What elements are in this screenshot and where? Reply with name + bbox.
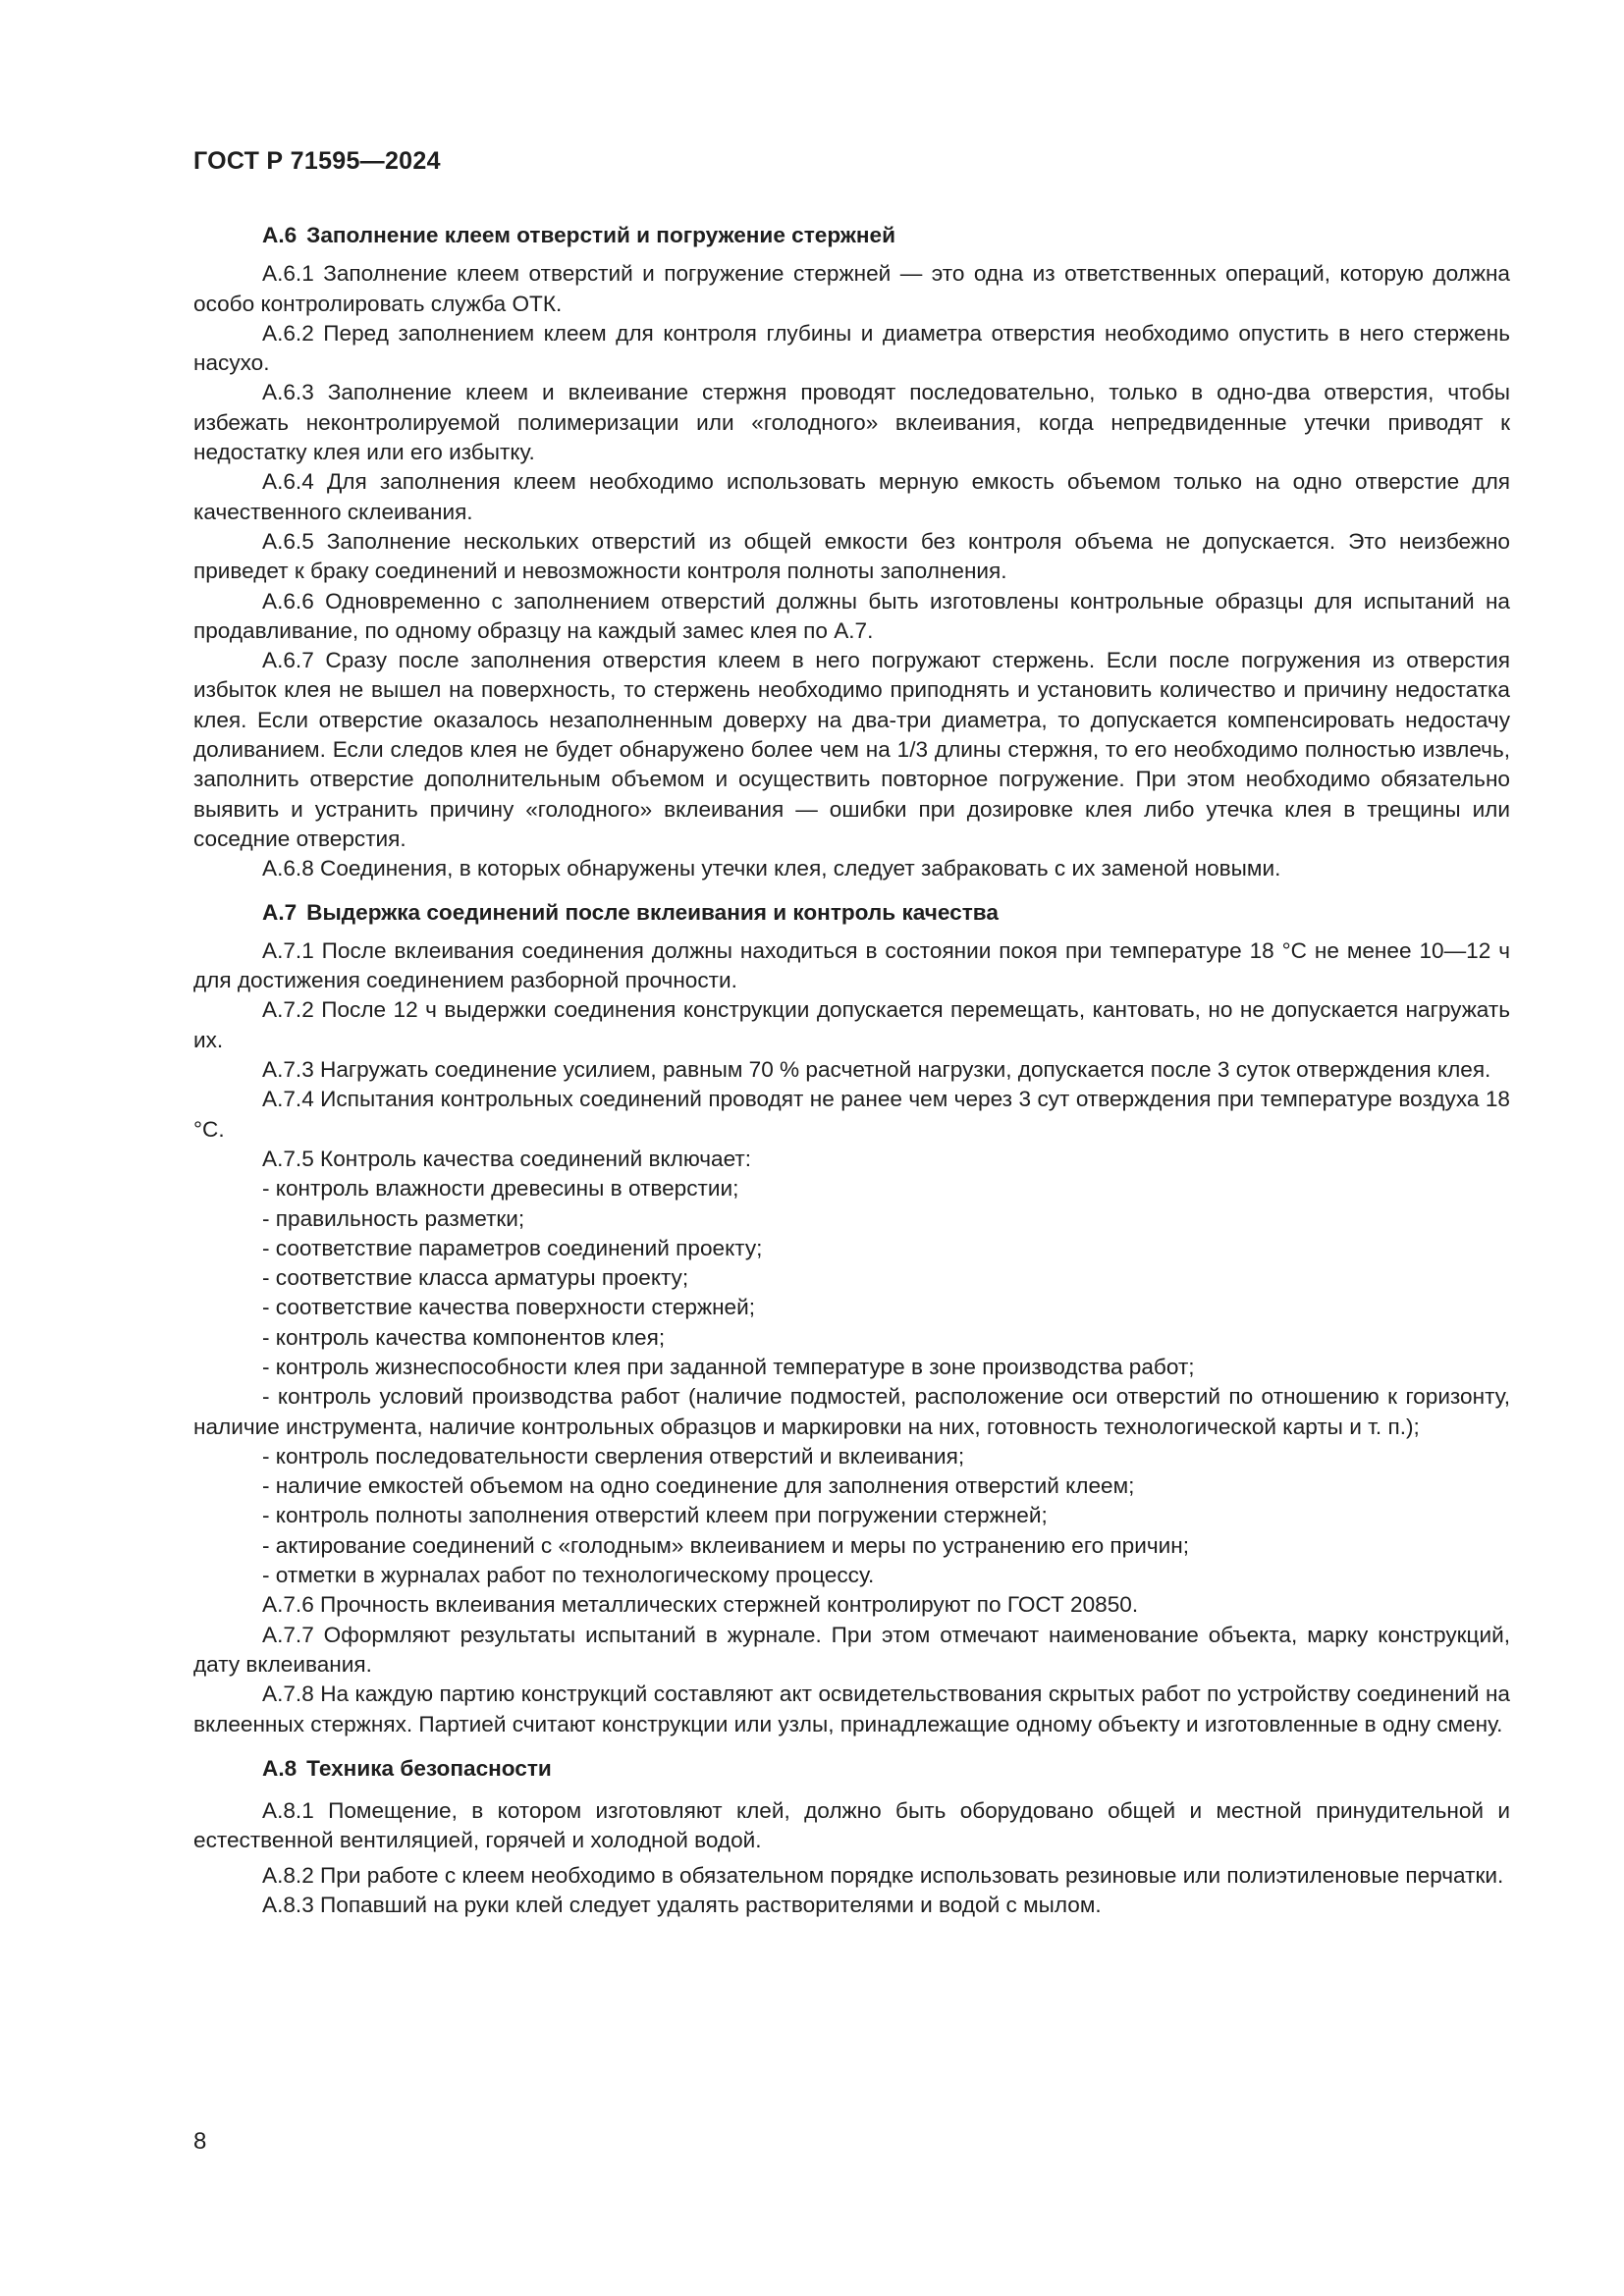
list-item: - контроль условий производства работ (наличие подмостей, расположение оси отверстий по отношению к горизонту, наличие инструмента, наличие контрольных образцов и маркировки на них, готовность технологической карты и т. п.); (193, 1384, 1510, 1439)
paragraph-a7-8: А.7.8 На каждую партию конструкций составляют акт освидетельствования скрытых работ по устройству соединений на вклеенных стержнях. Партией считают конструкции или узлы, принадлежащие одному объекту и изготовленные в одну смену. (193, 1682, 1510, 1736)
section-number: А.8 (262, 1755, 298, 1781)
list-item: - соответствие качества поверхности стержней; (262, 1295, 756, 1320)
page-number: 8 (193, 2128, 207, 2155)
section-heading-a8 (193, 1754, 1510, 1784)
list-item: - соответствие класса арматуры проекту; (262, 1265, 689, 1291)
section-title: Заполнение клеем отверстий и погружение стержней (306, 223, 895, 247)
list-item: - отметки в журналах работ по технологическому процессу. (262, 1563, 875, 1588)
list-item: - актирование соединений с «голодным» вклеиванием и меры по устранению его причин; (262, 1532, 1189, 1558)
paragraph-a6-4: А.6.4 Для заполнения клеем необходимо использовать мерную емкость объемом только на одно отверстие для качественного склеивания. (193, 469, 1510, 524)
paragraph-a7-2: А.7.2 После 12 ч выдержки соединения конструкции допускается перемещать, кантовать, но не допускается нагружать их. (193, 997, 1510, 1052)
list-item: - контроль жизнеспособности клея при заданной температуре в зоне производства работ; (262, 1354, 1195, 1379)
paragraph-a6-1: А.6.1 Заполнение клеем отверстий и погружение стержней — это одна из ответственных операций, которую должна особо контролировать служба ОТК. (193, 261, 1510, 316)
paragraph-a6-6: А.6.6 Одновременно с заполнением отверстий должны быть изготовлены контрольные образцы для испытаний на продавливание, по одному образцу на каждый замес клея по А.7. (193, 588, 1510, 643)
section-number: А.6 (262, 223, 298, 247)
section-number: А.7 (262, 899, 298, 925)
list-item: - контроль влажности древесины в отверстии; (262, 1176, 739, 1201)
paragraph-a7-7: А.7.7 Оформляют результаты испытаний в журнале. При этом отмечают наименование объекта, марку конструкций, дату вклеивания. (193, 1622, 1510, 1677)
list-item: - правильность разметки; (262, 1205, 525, 1231)
paragraph-a7-1: А.7.1 После вклеивания соединения должны находиться в состоянии покоя при температуре 18 °С не менее 10—12 ч для достижения соединением разборной прочности. (193, 937, 1510, 993)
paragraph-a6-7: А.6.7 Сразу после заполнения отверстия клеем в него погружают стержень. Если после погружения из отверстия избыток клея не вышел на поверхность, то стержень необходимо приподнять и установить количество и причину недостатка клея. Если отверстие оказалось незаполненным доверху на два-три диаметра, то допускается компенсировать недостачу доливанием. Если следов клея не будет обнаружено более чем на 1/3 длины стержня, то его необходимо полностью извлечь, заполнить отверстие дополнительным объемом и осуществить повторное погружение. При этом необходимо обязательно выявить и устранить причину «голодного» вклеивания — ошибки при дозировке клея либо утечка клея в трещины или соседние отверстия. (193, 648, 1510, 851)
paragraph-a7-3: А.7.3 Нагружать соединение усилием, равным 70 % расчетной нагрузки, допускается после 3 суток отверждения клея. (262, 1057, 1491, 1083)
document-body (193, 221, 1510, 1920)
paragraph-a6-3: А.6.3 Заполнение клеем и вклеивание стержня проводят последовательно, только в одно-два отверстия, чтобы избежать неконтролируемой полимеризации или «голодного» вклеивания, когда непредвиденные утечки приводят к недостатку клея или его избытку. (193, 380, 1510, 465)
paragraph-a6-5: А.6.5 Заполнение нескольких отверстий из общей емкости без контроля объема не допускается. Это неизбежно приведет к браку соединений и невозможности контроля полноты заполнения. (193, 528, 1510, 584)
list-item: - контроль последовательности сверления отверстий и вклеивания; (262, 1443, 965, 1468)
paragraph-a8-3: А.8.3 Попавший на руки клей следует удалять растворителями и водой с мылом. (262, 1893, 1102, 1918)
paragraph-a7-4: А.7.4 Испытания контрольных соединений проводят не ранее чем через 3 сут отверждения при температуре воздуха 18 °С. (193, 1087, 1510, 1142)
list-item: - наличие емкостей объемом на одно соединение для заполнения отверстий клеем; (262, 1473, 1135, 1499)
section-heading-a7 (193, 898, 1510, 928)
paragraph-a6-2: А.6.2 Перед заполнением клеем для контроля глубины и диаметра отверстия необходимо опустить в него стержень насухо. (193, 320, 1510, 376)
paragraph-a6-8: А.6.8 Соединения, в которых обнаружены утечки клея, следует забраковать с их заменой новыми. (262, 856, 1281, 881)
paragraph-a7-5: А.7.5 Контроль качества соединений включает: (262, 1146, 752, 1171)
paragraph-a8-1: А.8.1 Помещение, в котором изготовляют клей, должно быть оборудовано общей и местной принудительной и естественной вентиляцией, горячей и холодной водой. (193, 1798, 1510, 1853)
list-item: - соответствие параметров соединений проекту; (262, 1235, 763, 1260)
section-heading-a6 (193, 221, 1510, 250)
document-header: ГОСТ Р 71595—2024 (193, 147, 441, 175)
list-item: - контроль качества компонентов клея; (262, 1324, 666, 1350)
paragraph-a8-2: А.8.2 При работе с клеем необходимо в обязательном порядке использовать резиновые или полиэтиленовые перчатки. (262, 1862, 1504, 1888)
section-title: Выдержка соединений после вклеивания и контроль качества (306, 899, 999, 925)
paragraph-a7-6: А.7.6 Прочность вклеивания металлических стержней контролируют по ГОСТ 20850. (262, 1592, 1139, 1618)
list-item: - контроль полноты заполнения отверстий клеем при погружении стержней; (262, 1503, 1048, 1528)
section-title: Техника безопасности (306, 1755, 552, 1781)
